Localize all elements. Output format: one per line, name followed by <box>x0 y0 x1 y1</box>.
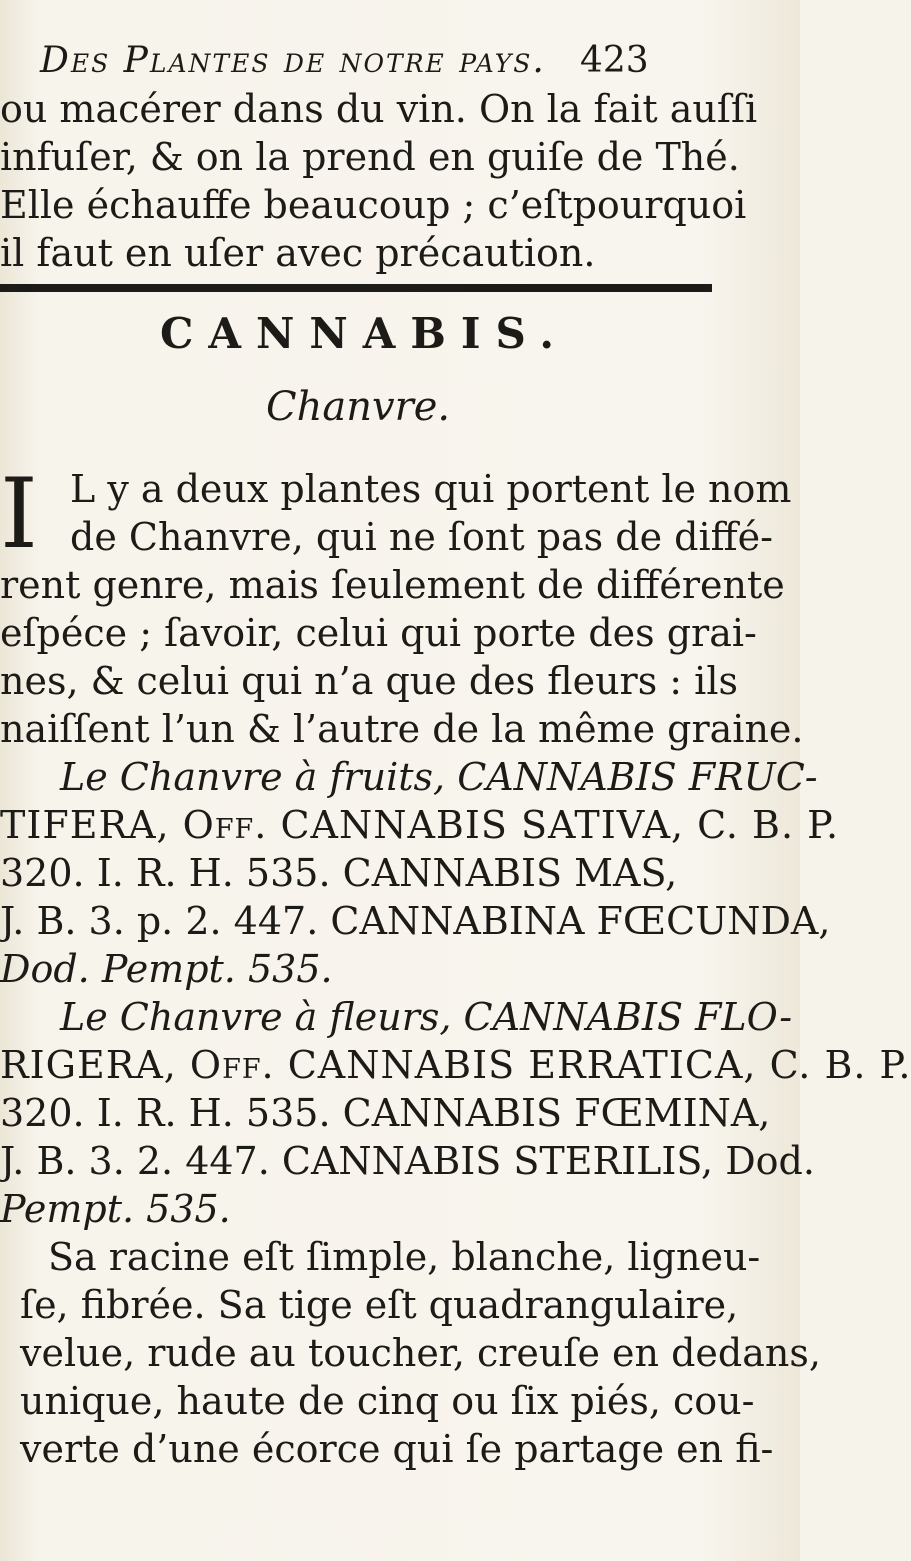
text-line-1: ou macérer dans du vin. On la fait auſſi <box>0 87 758 131</box>
text-line-4: il faut en uſer avec précaution. <box>0 231 596 275</box>
p1-line-2: de Chanvre, qui ne ſont pas de diffé- <box>70 515 773 559</box>
section-title: CANNABIS. <box>160 309 569 358</box>
p1-line-1: L y a deux plantes qui portent le nom <box>70 467 792 511</box>
section-subtitle: Chanvre. <box>266 384 451 430</box>
p4-line-2: ſe, fibrée. Sa tige eſt quadrangulaire, <box>20 1283 739 1327</box>
page-header <box>0 40 800 86</box>
p2-line-4: J. B. 3. p. 2. 447. CANNABINA FŒCUNDA, <box>0 899 831 943</box>
p1-line-3: rent genre, mais ſeulement de différente <box>0 563 785 607</box>
p2-line-2: TIFERA, Off. CANNABIS SATIVA, C. B. P. <box>0 803 840 847</box>
text-line-3: Elle échauffe beaucoup ; c’eſtpourquoi <box>0 183 747 227</box>
p1-line-4: eſpéce ; ſavoir, celui qui porte des grai- <box>0 611 757 655</box>
p1-line-5: nes, & celui qui n’a que des fleurs : ils <box>0 659 738 703</box>
p4-line-5: verte d’une écorce qui ſe partage en fi- <box>20 1427 774 1471</box>
p4-line-1: Sa racine eſt ſimple, blanche, ligneu- <box>48 1235 761 1279</box>
p2-line-1: Le Chanvre à fruits, CANNABIS FRUC- <box>60 755 818 799</box>
running-head: Des Plantes de notre pays. <box>40 40 546 81</box>
p4-line-3: velue, rude au toucher, creuſe en dedans, <box>20 1331 821 1375</box>
p3-line-2: RIGERA, Off. CANNABIS ERRATICA, C. B. P. <box>0 1043 911 1087</box>
p3-line-3: 320. I. R. H. 535. CANNABIS FŒMINA, <box>0 1091 771 1135</box>
p3-line-4: J. B. 3. 2. 447. CANNABIS STERILIS, Dod. <box>0 1139 815 1183</box>
p1-line-6: naiſſent l’un & l’autre de la même graine. <box>0 707 804 751</box>
page-number: 423 <box>580 40 649 81</box>
p2-line-3: 320. I. R. H. 535. CANNABIS MAS, <box>0 851 678 895</box>
p4-line-4: unique, haute de cinq ou ſix piés, cou- <box>20 1379 755 1423</box>
p2-line-5: Dod. Pempt. 535. <box>0 947 333 991</box>
p3-line-1: Le Chanvre à fleurs, CANNABIS FLO- <box>60 995 793 1039</box>
p3-line-5: Pempt. 535. <box>0 1187 231 1231</box>
text-line-2: infuſer, & on la prend en guiſe de Thé. <box>0 135 740 179</box>
section-divider <box>0 284 712 292</box>
drop-cap: I <box>0 458 38 570</box>
